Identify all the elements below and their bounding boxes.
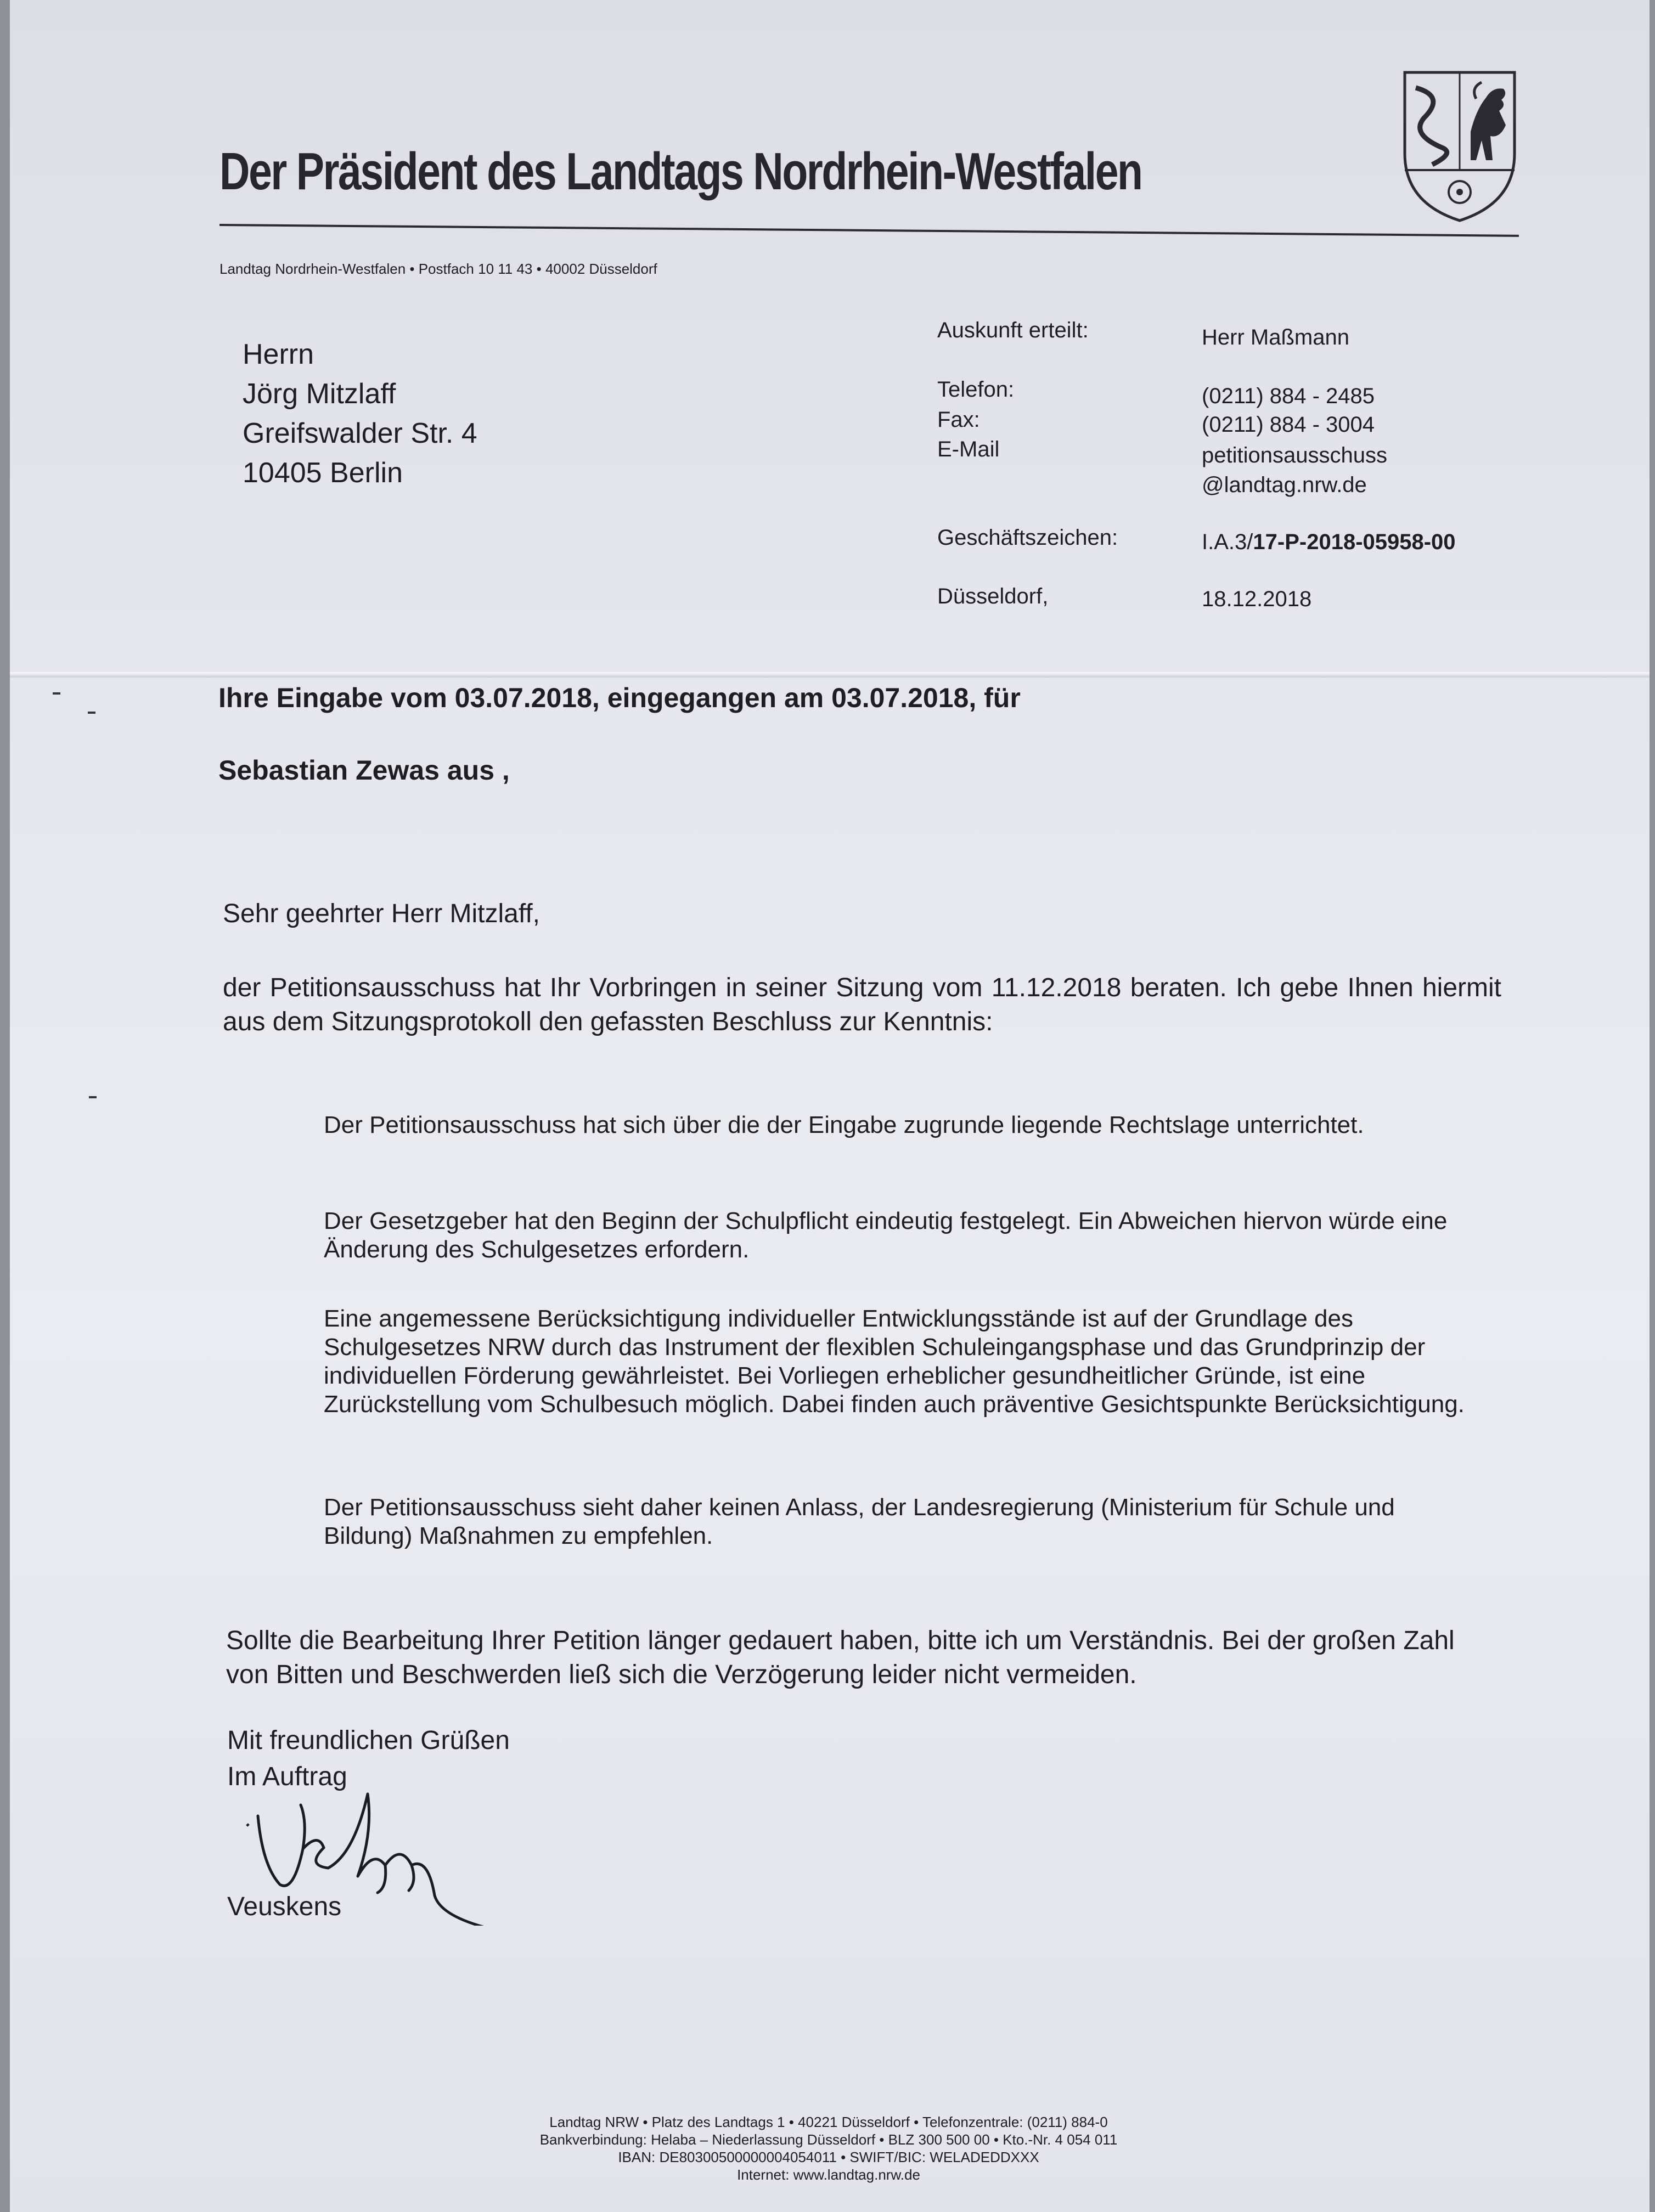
resolution-paragraph: Der Gesetzgeber hat den Beginn der Schulpflicht eindeutig festgelegt. Ein Abweichen hiervon würde eine Änderung des Schulgesetzes erfordern. [324, 1207, 1448, 1263]
recipient-address [243, 335, 477, 493]
phone-label: Telefon: [937, 377, 1015, 402]
email-label: E-Mail [937, 437, 1000, 461]
reference-prefix: I.A.3/ [1202, 530, 1253, 554]
reference-number [1202, 527, 1456, 557]
letter-footer [417, 2113, 1240, 2183]
fax-value: (0211) 884 - 3004 [1202, 413, 1375, 437]
fold-mark [88, 712, 95, 714]
footer-address: Landtag NRW • Platz des Landtags 1 • 40221 Düsseldorf • Telefonzentrale: (0211) 884-0 [549, 2114, 1108, 2130]
reference-value: 17-P-2018-05958-00 [1253, 530, 1456, 554]
subject-person: Sebastian Zewas aus , [218, 755, 510, 786]
return-address: Landtag Nordrhein-Westfalen • Postfach 10 11 43 • 40002 Düsseldorf [219, 261, 657, 277]
letter-date: 18.12.2018 [1202, 587, 1312, 611]
reference-label: Geschäftszeichen: [937, 526, 1118, 550]
recipient-name: Jörg Mitzlaff [243, 378, 396, 410]
resolution-paragraph: Der Petitionsausschuss hat sich über die der Eingabe zugrunde liegende Rechtslage unterrichtet. [324, 1111, 1364, 1138]
resolution-paragraph: Eine angemessene Berücksichtigung individueller Entwicklungsstände ist auf der Grundlage des Schulgesetzes NRW durch das Instrument der flexiblen Schuleingangsphase und das Grundprinzip der individuellen Förderung gewährleistet. Bei Vorliegen erheblicher gesundheitlicher Gründe, ist eine Zurückstellung vom Schulbesuch möglich. Dabei finden auch präventive Gesichtspunkte Berücksichtigung. [324, 1305, 1465, 1418]
place-label: Düsseldorf, [937, 584, 1049, 608]
fax-label: Fax: [937, 408, 980, 432]
fold-mark [53, 692, 60, 695]
letter-salutation: Sehr geehrter Herr Mitzlaff, [223, 899, 540, 928]
nrw-coat-of-arms-icon [1394, 66, 1525, 225]
closing-greeting: Mit freundlichen Grüßen [227, 1726, 510, 1755]
footer-bank: Bankverbindung: Helaba – Niederlassung Düsseldorf • BLZ 300 500 00 • Kto.-Nr. 4 054 011 [539, 2131, 1118, 2148]
resolution-paragraph: Der Petitionsausschuss sieht daher keinen Anlass, der Landesregierung (Ministerium für Schule und Bildung) Maßnahmen zu empfehlen. [324, 1494, 1395, 1549]
footer-iban: IBAN: DE80300500000004054011 • SWIFT/BIC: WELADEDDXXX [618, 2149, 1039, 2165]
letterhead-title: Der Präsident des Landtags Nordrhein-Westfalen [219, 142, 1142, 201]
info-value: Herr Maßmann [1202, 325, 1349, 349]
closing-paragraph: Sollte die Bearbeitung Ihrer Petition länger gedauert haben, bitte ich um Verständnis. Bei der großen Zahl von Bitten und Beschwerden ließ sich die Verzögerung leider nicht vermeiden. [226, 1626, 1455, 1689]
paper-fold [10, 672, 1650, 678]
phone-value: (0211) 884 - 2485 [1202, 384, 1375, 408]
footer-website: Internet: www.landtag.nrw.de [737, 2166, 920, 2183]
recipient-city: 10405 Berlin [243, 457, 403, 489]
signer-name: Veuskens [227, 1892, 342, 1921]
info-label: Auskunft erteilt: [937, 318, 1089, 342]
on-behalf-line: Im Auftrag [227, 1762, 347, 1791]
recipient-street: Greifswalder Str. 4 [243, 417, 477, 449]
subject-line: Ihre Eingabe vom 03.07.2018, eingegangen am 03.07.2018, für [218, 682, 1021, 713]
recipient-salutation-line: Herrn [243, 338, 314, 370]
intro-paragraph: der Petitionsausschuss hat Ihr Vorbringen in seiner Sitzung vom 11.12.2018 beraten. Ich gebe Ihnen hiermit aus dem Sitzungsprotokoll den gefassten Beschluss zur Kenntnis: [223, 973, 1501, 1036]
fold-mark [89, 1096, 97, 1098]
email-value-line1: petitionsausschuss [1202, 443, 1387, 467]
email-value-line2: @landtag.nrw.de [1202, 473, 1367, 497]
